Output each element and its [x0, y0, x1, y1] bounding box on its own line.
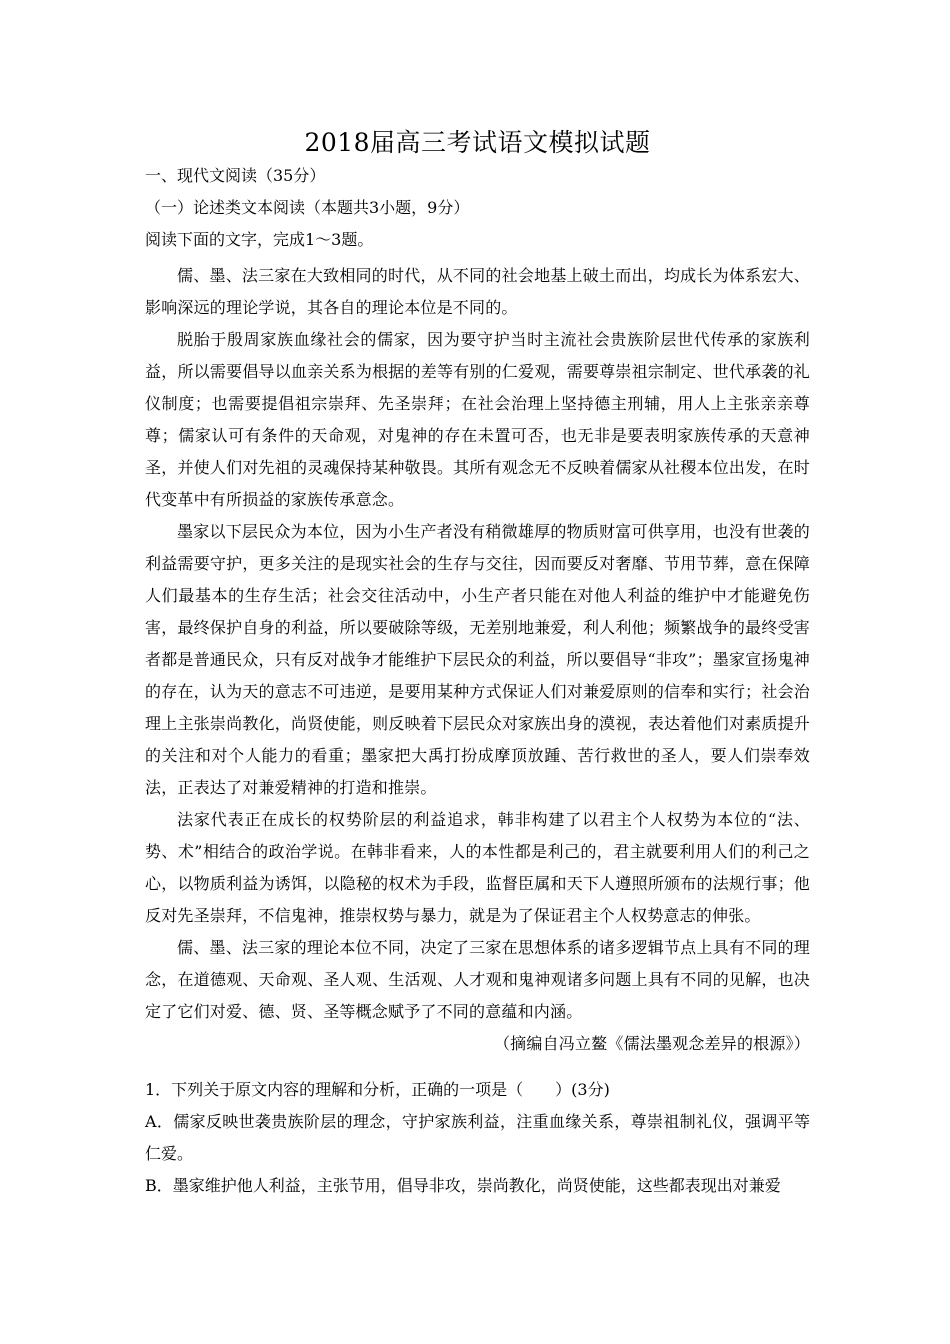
document-title: 2018届高三考试语文模拟试题: [304, 127, 651, 157]
passage-paragraph: 儒、墨、法三家在大致相同的时代，从不同的社会地基上破土而出，均成长为体系宏大、影响深远的理论学说，其各自的理论本位是不同的。: [145, 266, 810, 317]
question-option-a: A．儒家反映世袭贵族阶层的理念，守护家族利益，注重血缘关系，尊崇祖制礼仪，强调平等仁爱。: [145, 1112, 810, 1163]
subsection-heading: （一）论述类文本阅读（本题共3小题，9分）: [145, 198, 470, 217]
passage-paragraph: 儒、墨、法三家的理论本位不同，决定了三家在思想体系的诸多逻辑节点上具有不同的理念，在道德观、天命观、圣人观、生活观、人才观和鬼神观诸多问题上具有不同的见解，也决定了它们对爱、德、贤、圣等概念赋予了不同的意蕴和内涵。: [145, 938, 810, 1021]
question-stem: 1．下列关于原文内容的理解和分析，正确的一项是（ ）(3分): [145, 1080, 610, 1099]
passage-paragraph: 墨家以下层民众为本位，因为小生产者没有稍微雄厚的物质财富可供享用，也没有世袭的利益需要守护，更多关注的是现实社会的生存与交往，因而要反对奢靡、节用节葬，意在保障人们最基本的生存生活；社会交往活动中，小生产者只能在对他人利益的维护中才能避免伤害，最终保护自身的利益，所以要破除等级，无差别地兼爱，利人利他；频繁战争的最终受害者都是普通民众，只有反对战争才能维护下层民众的利益，所以要倡导“非攻”；墨家宣扬鬼神的存在，认为天的意志不可违逆，是要用某种方式保证人们对兼爱原则的信奉和实行；社会治理上主张崇尚教化，尚贤使能，则反映着下层民众对家族出身的漠视，表达着他们对素质提升的关注和对个人能力的看重；墨家把大禹打扮成摩顶放踵、苦行救世的圣人，要人们崇奉效法，正表达了对兼爱精神的打造和推崇。: [145, 522, 810, 797]
passage-source: （摘编自冯立鳌《儒法墨观念差异的根源》）: [493, 1034, 810, 1053]
passage-paragraph: 法家代表正在成长的权势阶层的利益追求，韩非构建了以君主个人权势为本位的“法、势、术”相结合的政治学说。在韩非看来，人的本性都是利己的，君主就要利用人们的利己之心，以物质利益为诱饵，以隐秘的权术为手段，监督臣属和天下人遵照所颁布的法规行事；他反对先圣崇拜，不信鬼神，推崇权势与暴力，就是为了保证君主个人权势意志的伸张。: [145, 810, 810, 925]
passage-paragraph: 脱胎于殷周家族血缘社会的儒家，因为要守护当时主流社会贵族阶层世代传承的家族利益，所以需要倡导以血亲关系为根据的差等有别的仁爱观，需要尊崇祖宗制定、世代承袭的礼仪制度；也需要提倡祖宗崇拜、先圣崇拜；在社会治理上坚持德主刑辅，用人上主张亲亲尊尊；儒家认可有条件的天命观，对鬼神的存在未置可否，也无非是要表明家族传承的天意神圣，并使人们对先祖的灵魂保持某种敬畏。其所有观念无不反映着儒家从社稷本位出发，在时代变革中有所损益的家族传承意念。: [145, 330, 810, 509]
section-heading: 一、现代文阅读（35分）: [145, 166, 326, 185]
question-option-b: B．墨家维护他人利益，主张节用，倡导非攻，崇尚教化，尚贤使能，这些都表现出对兼爱: [145, 1176, 781, 1195]
question-block: [145, 1074, 810, 1202]
reading-passage: [145, 260, 810, 1060]
reading-instruction: 阅读下面的文字，完成1～3题。: [145, 230, 374, 249]
